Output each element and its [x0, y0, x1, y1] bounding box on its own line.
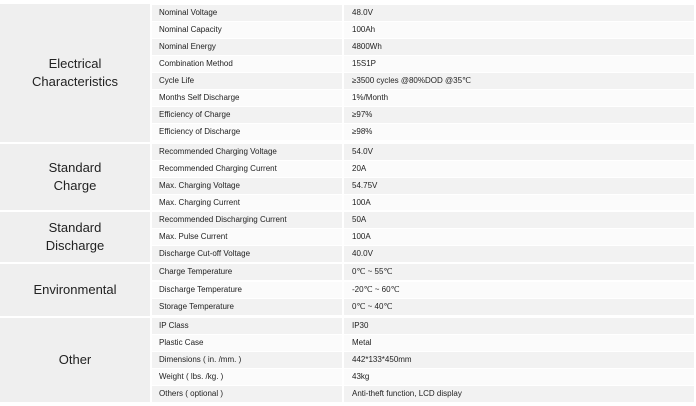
spec-row: [152, 178, 694, 194]
spec-value: 40.0V: [344, 246, 694, 262]
spec-key: Others ( optional ): [152, 386, 342, 402]
spec-key: Storage Temperature: [152, 299, 342, 315]
spec-row: [152, 5, 694, 21]
spec-value: 4800Wh: [344, 39, 694, 55]
spec-value: 100A: [344, 195, 694, 211]
spec-key: Recommended Charging Voltage: [152, 144, 342, 160]
spec-value: 100A: [344, 229, 694, 245]
spec-value: 0℃ ~ 40℃: [344, 299, 694, 315]
group-other: [0, 318, 694, 402]
spec-row: [152, 195, 694, 211]
spec-value: ≥97%: [344, 107, 694, 123]
spec-key: Nominal Voltage: [152, 5, 342, 21]
spec-key: Recommended Discharging Current: [152, 212, 342, 228]
spec-value: -20℃ ~ 60℃: [344, 282, 694, 298]
spec-key: Combination Method: [152, 56, 342, 72]
spec-row: [152, 229, 694, 245]
category-label: [0, 4, 150, 142]
spec-value: 442*133*450mm: [344, 352, 694, 368]
spec-key: Efficiency of Charge: [152, 107, 342, 123]
spec-key: Months Self Discharge: [152, 90, 342, 106]
category-label: [0, 212, 150, 262]
spec-row: [152, 107, 694, 123]
spec-row: [152, 264, 694, 280]
spec-key: Max. Charging Current: [152, 195, 342, 211]
spec-value: 15S1P: [344, 56, 694, 72]
spec-value: 20A: [344, 161, 694, 177]
spec-row: [152, 39, 694, 55]
category-label: [0, 318, 150, 402]
group-environmental: [0, 264, 694, 316]
category-text: Environmental: [33, 282, 117, 297]
spec-key: Discharge Temperature: [152, 282, 342, 298]
spec-row: [152, 369, 694, 385]
spec-row: [152, 73, 694, 89]
spec-key: IP Class: [152, 318, 342, 334]
spec-key: Max. Charging Voltage: [152, 178, 342, 194]
category-text: Electrical Characteristics: [32, 56, 118, 89]
spec-row: [152, 386, 694, 402]
spec-row: [152, 212, 694, 228]
spec-row: [152, 299, 694, 315]
spec-key: Weight ( lbs. /kg. ): [152, 369, 342, 385]
spec-row: [152, 22, 694, 38]
spec-row: [152, 161, 694, 177]
spec-value: Metal: [344, 335, 694, 351]
spec-row: [152, 246, 694, 262]
spec-row: [152, 335, 694, 351]
spec-key: Cycle Life: [152, 73, 342, 89]
spec-row: [152, 90, 694, 106]
spec-value: 43kg: [344, 369, 694, 385]
spec-key: Recommended Charging Current: [152, 161, 342, 177]
category-text: Standard Discharge: [45, 220, 105, 253]
group-electrical-characteristics: [0, 4, 694, 142]
spec-value: 50A: [344, 212, 694, 228]
spec-value: 1%/Month: [344, 90, 694, 106]
spec-row: [152, 144, 694, 160]
group-standard-charge: [0, 144, 694, 210]
category-text: Other: [58, 352, 92, 367]
spec-value: IP30: [344, 318, 694, 334]
spec-row: [152, 282, 694, 298]
spec-value: ≥98%: [344, 124, 694, 140]
spec-key: Nominal Energy: [152, 39, 342, 55]
spec-row: [152, 318, 694, 334]
spec-key: Max. Pulse Current: [152, 229, 342, 245]
category-label: [0, 144, 150, 210]
spec-row: [152, 124, 694, 140]
spec-key: Plastic Case: [152, 335, 342, 351]
spec-key: Charge Temperature: [152, 264, 342, 280]
spec-value: 54.0V: [344, 144, 694, 160]
spec-value: 48.0V: [344, 5, 694, 21]
spec-value: 100Ah: [344, 22, 694, 38]
spec-value: ≥3500 cycles @80%DOD @35℃: [344, 73, 694, 89]
spec-key: Discharge Cut-off Voltage: [152, 246, 342, 262]
spec-value: 0℃ ~ 55℃: [344, 264, 694, 280]
spec-key: Dimensions ( in. /mm. ): [152, 352, 342, 368]
spec-value: Anti-theft function, LCD display: [344, 386, 694, 402]
spec-row: [152, 352, 694, 368]
spec-key: Nominal Capacity: [152, 22, 342, 38]
spec-row: [152, 56, 694, 72]
category-label: [0, 264, 150, 316]
group-standard-discharge: [0, 212, 694, 262]
spec-key: Efficiency of Discharge: [152, 124, 342, 140]
spec-value: 54.75V: [344, 178, 694, 194]
category-text: Standard Charge: [48, 160, 102, 193]
